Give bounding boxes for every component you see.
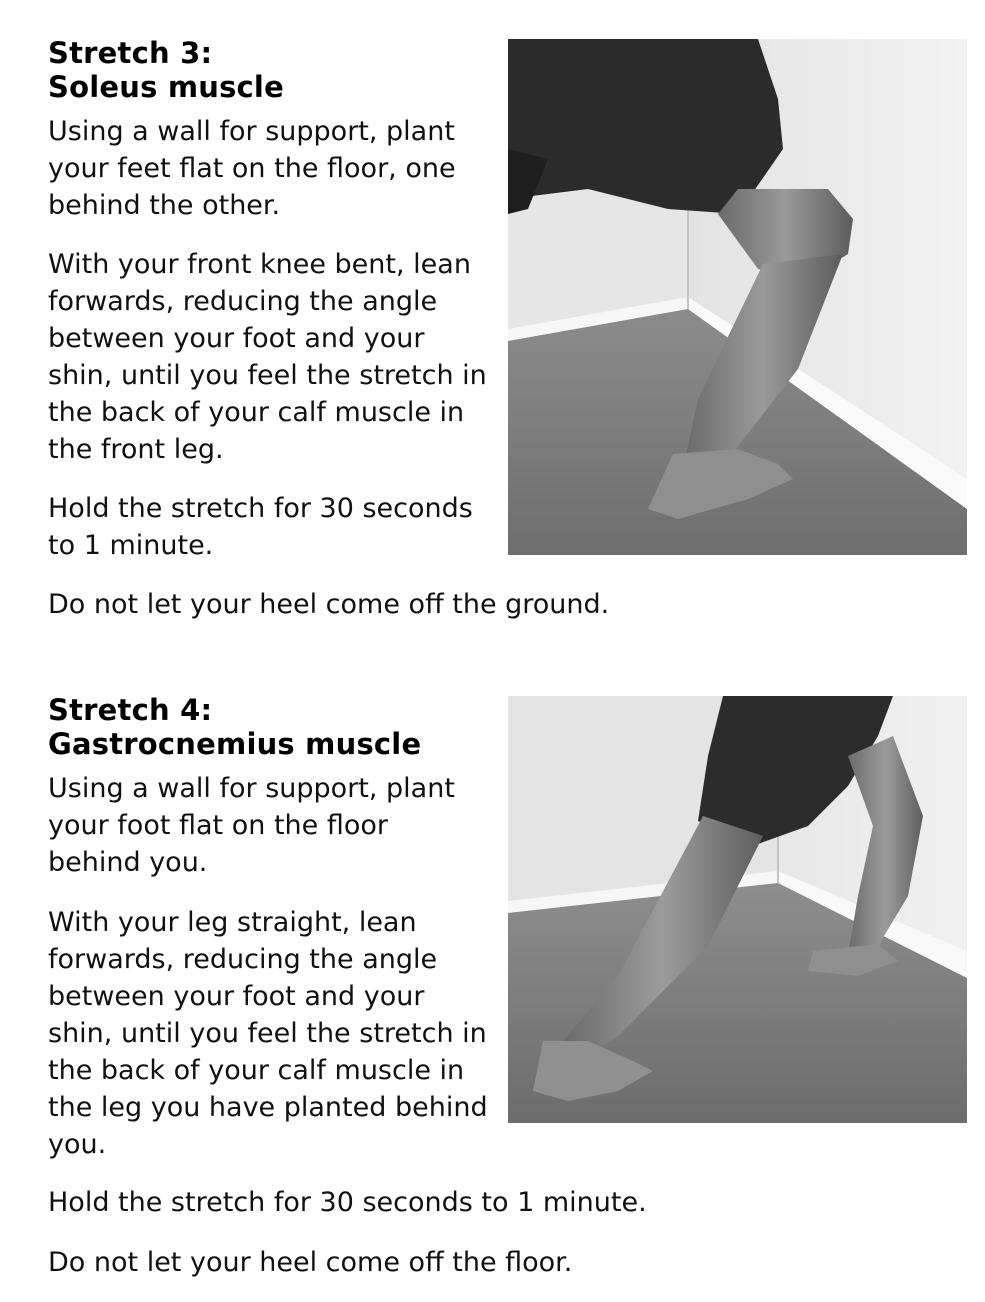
text-line: Do not let your heel come off the floor. — [48, 1247, 573, 1278]
text-line: With your leg straight, lean — [48, 907, 417, 938]
text-line: forwards, reducing the angle — [48, 286, 438, 317]
stretch-3-title: Stretch 3: — [48, 36, 213, 70]
stretch-4-muscle-name: Gastrocnemius muscle — [48, 727, 422, 761]
text-line: your foot flat on the floor — [48, 810, 388, 841]
text-line: Do not let your heel come off the ground. — [48, 589, 610, 620]
text-line: shin, until you feel the stretch in — [48, 1018, 487, 1049]
text-line: shin, until you feel the stretch in — [48, 360, 487, 391]
stretch-4-heading — [48, 693, 421, 761]
stretch-3-paragraph-2 — [48, 246, 487, 468]
stretch-4-title: Stretch 4: — [48, 693, 213, 727]
text-line: Using a wall for support, plant — [48, 116, 455, 147]
stretch-3-muscle-name: Soleus muscle — [48, 70, 284, 104]
text-line: you. — [48, 1129, 107, 1160]
text-line: between your foot and your — [48, 981, 425, 1012]
text-line: the front leg. — [48, 434, 224, 465]
text-line: the leg you have planted behind — [48, 1092, 488, 1123]
text-line: Using a wall for support, plant — [48, 773, 455, 804]
stretch-4-paragraph-4 — [48, 1244, 572, 1281]
text-line: between your foot and your — [48, 323, 425, 354]
text-line: behind the other. — [48, 190, 281, 221]
text-line: the back of your calf muscle in — [48, 397, 465, 428]
stretch-3-paragraph-3 — [48, 490, 473, 564]
text-line: behind you. — [48, 847, 208, 878]
soleus-stretch-illustration — [508, 39, 967, 555]
stretch-4-paragraph-2 — [48, 904, 488, 1163]
stretch-3-heading — [48, 36, 284, 104]
text-line: your feet flat on the floor, one — [48, 153, 456, 184]
text-line: Hold the stretch for 30 seconds — [48, 493, 473, 524]
gastrocnemius-stretch-illustration — [508, 696, 967, 1123]
stretch-4-paragraph-3 — [48, 1184, 647, 1221]
stretch-3-paragraph-4 — [48, 586, 609, 623]
text-line: forwards, reducing the angle — [48, 944, 438, 975]
stretch-4-paragraph-1 — [48, 770, 455, 881]
stretch-3-paragraph-1 — [48, 113, 456, 224]
text-line: the back of your calf muscle in — [48, 1055, 465, 1086]
text-line: Hold the stretch for 30 seconds to 1 minute. — [48, 1187, 647, 1218]
text-line: With your front knee bent, lean — [48, 249, 471, 280]
text-line: to 1 minute. — [48, 530, 214, 561]
gastrocnemius-stretch-photo — [508, 696, 967, 1123]
soleus-stretch-photo — [508, 39, 967, 555]
